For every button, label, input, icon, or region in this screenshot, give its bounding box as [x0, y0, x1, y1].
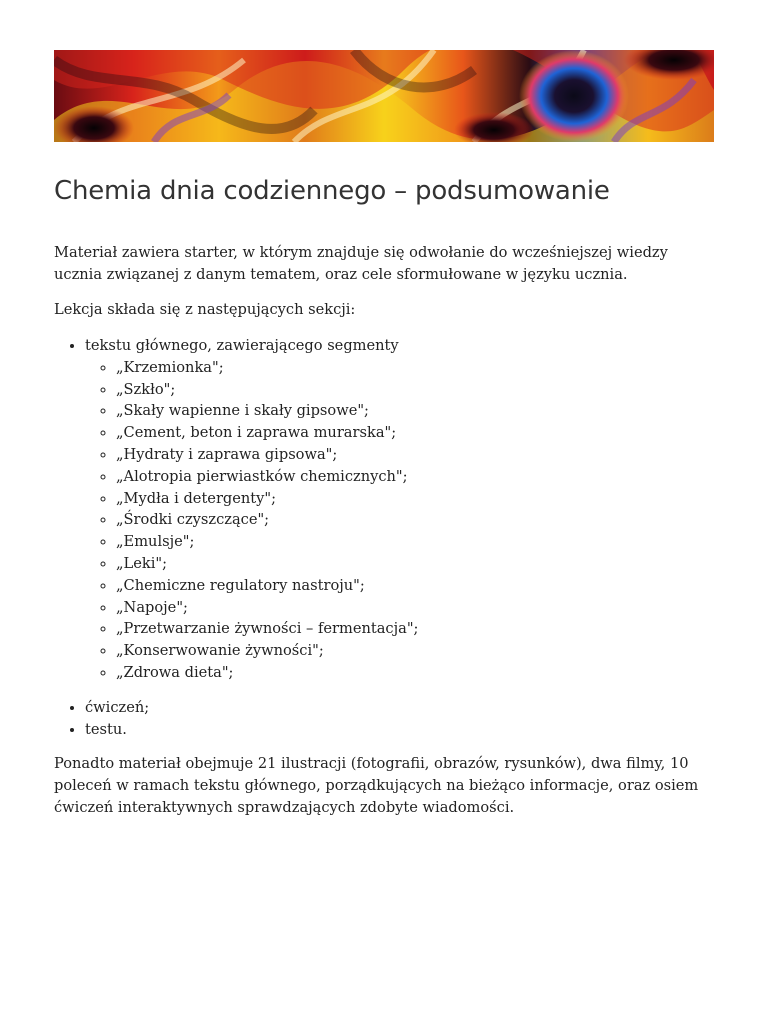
segment-item: ◦ „Emulsje"; — [116, 531, 714, 553]
list-item-test: • testu. — [85, 719, 714, 741]
segment-item: ◦ „Hydraty i zaprawa gipsowa"; — [116, 444, 714, 466]
page-title: Chemia dnia codziennego – podsumowanie — [54, 176, 610, 206]
sections-list — [54, 335, 714, 740]
segment-item: ◦ „Skały wapienne i skały gipsowe"; — [116, 400, 714, 422]
segment-item: ◦ „Leki"; — [116, 553, 714, 575]
segment-item: ◦ „Przetwarzanie żywności – fermentacja"; — [116, 618, 714, 640]
segment-item: ◦ „Napoje"; — [116, 597, 714, 619]
segment-item: ◦ „Zdrowa dieta"; — [116, 662, 714, 684]
sections-intro-paragraph: Lekcja składa się z następujących sekcji: — [54, 301, 356, 318]
abstract-banner-image — [54, 50, 714, 142]
segment-item: ◦ „Szkło"; — [116, 379, 714, 401]
segment-item: ◦ „Chemiczne regulatory nastroju"; — [116, 575, 714, 597]
segment-item: ◦ „Konserwowanie żywności"; — [116, 640, 714, 662]
list-item-exercises: • ćwiczeń; — [85, 697, 714, 719]
list-item-main-text — [85, 335, 714, 684]
segment-item: ◦ „Alotropia pierwiastków chemicznych"; — [116, 466, 714, 488]
intro-paragraph: Materiał zawiera starter, w którym znajduje się odwołanie do wcześniejszej wiedzy ucznia związanej z danym tematem, oraz cele sformułowane w języku ucznia. — [54, 244, 668, 283]
main-text-label: tekstu głównego, zawierającego segmenty — [85, 337, 399, 354]
segment-item: ◦ „Środki czyszczące"; — [116, 509, 714, 531]
segments-list — [85, 357, 714, 684]
segment-item: ◦ „Cement, beton i zaprawa murarska"; — [116, 422, 714, 444]
summary-paragraph: Ponadto materiał obejmuje 21 ilustracji (fotografii, obrazów, rysunków), dwa filmy, 10 poleceń w ramach tekstu głównego, porządkujących na bieżąco informacje, oraz osiem ćwiczeń interaktywnych sprawdzających zdobyte wiadomości. — [54, 755, 699, 817]
segment-item: ◦ „Krzemionka"; — [116, 357, 714, 379]
segment-item: ◦ „Mydła i detergenty"; — [116, 488, 714, 510]
document-page — [54, 50, 714, 819]
